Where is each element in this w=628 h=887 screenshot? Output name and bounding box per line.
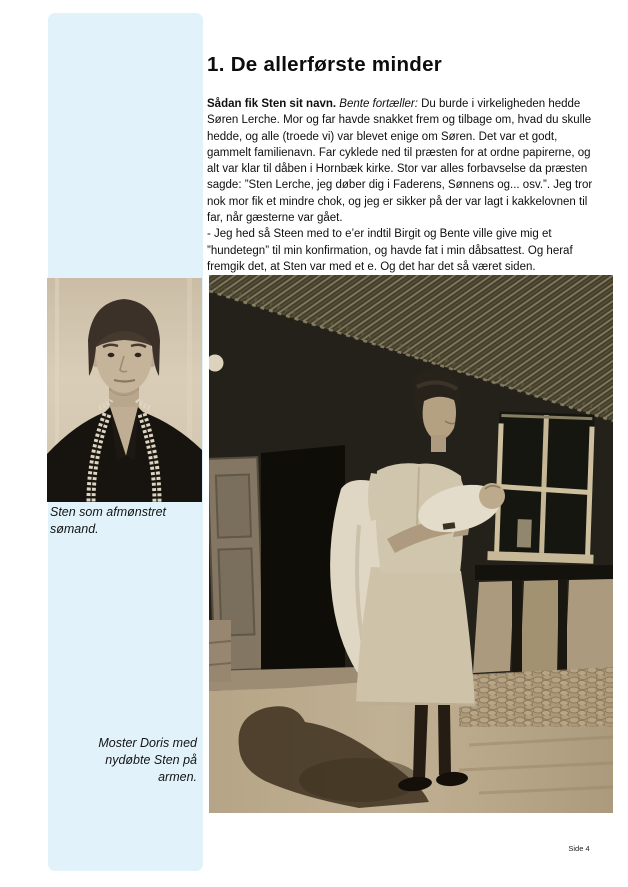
portrait-photo (47, 278, 202, 502)
paragraph-lead-italic: Bente fortæller: (339, 98, 422, 110)
chapter-title: 1. De allerførste minder (207, 53, 443, 76)
baptism-caption: Moster Doris med nydøbte Sten på armen. (98, 736, 197, 784)
paragraph-text-2: - Jeg hed så Steen med to e’er indtil Birgit og Bente ville give mig et ”hundetegn” til min konfirmation, og havde fat i min dåbsattest. Og heraf fremgik det, at Sten var med et e. Og det har det så været siden. (207, 228, 573, 273)
portrait-photo-image (47, 278, 202, 502)
baptism-photo-image (209, 275, 613, 813)
portrait-caption: Sten som afmønstret sømand. (50, 505, 167, 536)
paragraph-lead-bold: Sådan fik Sten sit navn. (207, 98, 340, 110)
body-paragraph (207, 96, 603, 275)
paragraph-text-1: Du burde i virkeligheden hedde Søren Lerche. Mor og far havde snakket frem og tilbage om, hvad du skulle hedde, og alle (troede vi) var blevet enige om Søren. Det var et godt, gammelt familienavn. Far cyklede ned til præsten for at ordne papirerne, og alt var klar til dåben i Hornbæk kirke. Stor var alles forbavselse da præsten sagde: ”Sten Lerche, jeg døber dig i Faderens, Sønnens og... osv.”. Jeg tror nok mor fik et mindre chok, og jeg er sikker på der var lagt i kakkelovnen til far, når gæsterne var gået. (207, 98, 593, 225)
baptism-photo (209, 275, 613, 813)
page-number: Side 4 (568, 844, 590, 853)
